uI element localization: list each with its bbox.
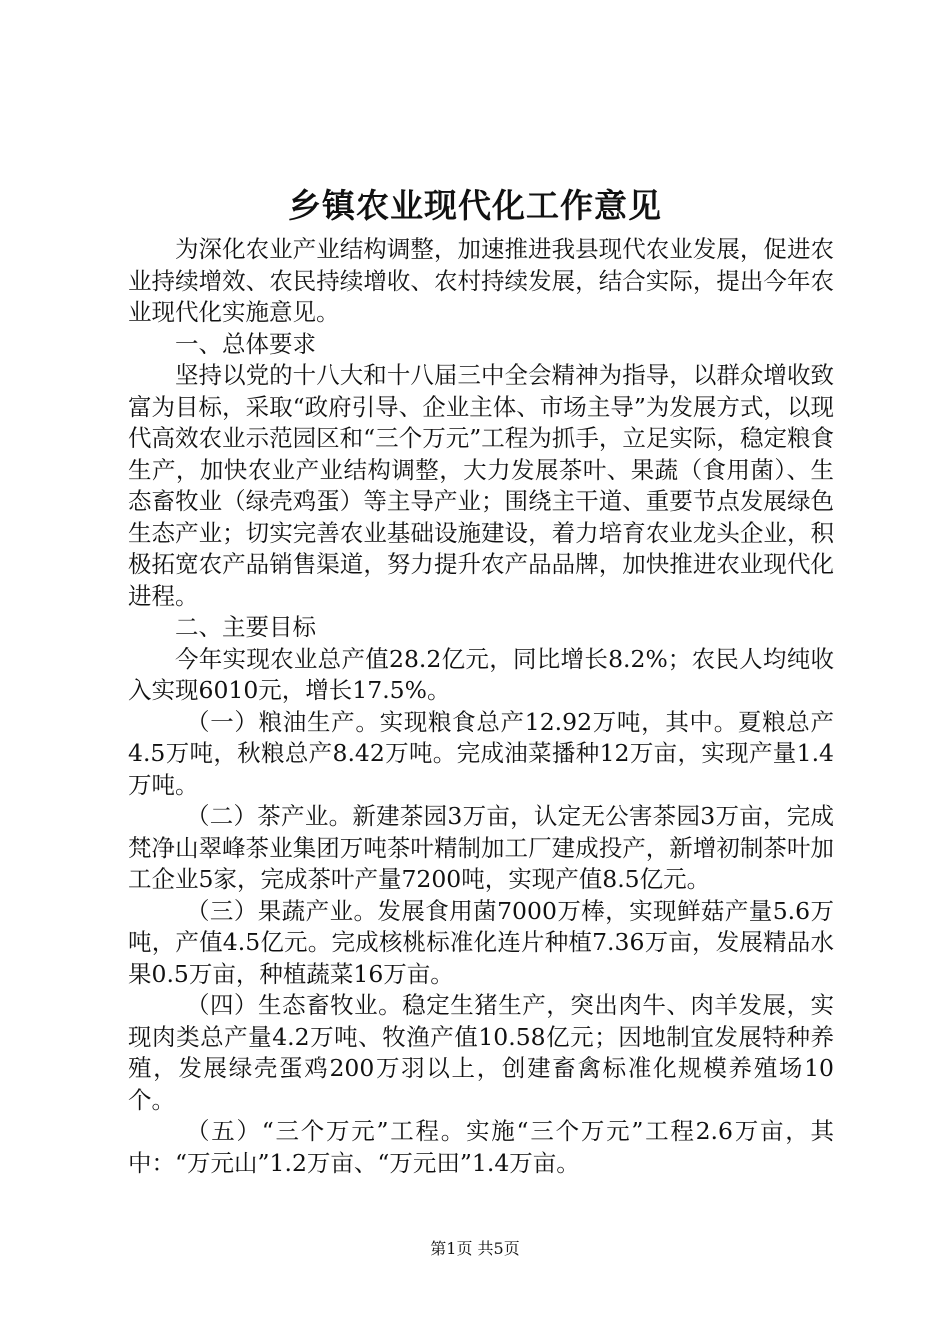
document-title: 乡镇农业现代化工作意见: [288, 186, 662, 225]
section-heading-main-goals: 二、主要目标: [175, 613, 316, 641]
intro-paragraph: 为深化农业产业结构调整，加速推进我县现代农业发展，促进农业持续增效、农民持续增收、农村持续发展，结合实际，提出今年农业现代化实施意见。: [128, 235, 834, 326]
section-heading-general-requirements: 一、总体要求: [175, 329, 316, 358]
page-footer: 第1页 共5页: [430, 1239, 520, 1258]
document-body: [128, 234, 834, 1179]
goal-item-livestock: （四）生态畜牧业。稳定生猪生产，突出肉牛、肉羊发展，实现肉类总产量4.2万吨、牧渔产值10.58亿元；因地制宜发展特种养殖，发展绿壳蛋鸡200万羽以上，创建畜禽标准化规模养殖场10个。: [128, 991, 834, 1114]
goal-item-fruit-vegetable: （三）果蔬产业。发展食用菌7000万棒，实现鲜菇产量5.6万吨，产值4.5亿元。完成核桃标准化连片种植7.36万亩，发展精品水果0.5万亩，种植蔬菜16万亩。: [128, 896, 834, 988]
general-requirements-paragraph: 坚持以党的十八大和十八届三中全会精神为指导，以群众增收致富为目标，采取“政府引导、企业主体、市场主导”为发展方式，以现代高效农业示范园区和“三个万元”工程为抓手，立足实际，稳定粮食生产，加快农业产业结构调整，大力发展茶叶、果蔬（食用菌）、生态畜牧业（绿壳鸡蛋）等主导产业；围绕主干道、重要节点发展绿色生态产业；切实完善农业基础设施建设，着力培育农业龙头企业，积极拓宽农产品销售渠道，努力提升农产品品牌，加快推进农业现代化进程。: [128, 361, 834, 610]
goal-item-three-wanyuan: （五）“三个万元”工程。实施“三个万元”工程2.6万亩，其中：“万元山”1.2万亩、“万元田”1.4万亩。: [128, 1117, 834, 1177]
main-goals-paragraph: 今年实现农业总产值28.2亿元，同比增长8.2%；农民人均纯收入实现6010元，增长17.5%。: [128, 644, 834, 704]
goal-item-grain-oil: （一）粮油生产。实现粮食总产12.92万吨，其中。夏粮总产4.5万吨，秋粮总产8.42万吨。完成油菜播种12万亩，实现产量1.4万吨。: [128, 707, 834, 799]
goal-item-tea: （二）茶产业。新建茶园3万亩，认定无公害茶园3万亩，完成梵净山翠峰茶业集团万吨茶叶精制加工厂建成投产，新增初制茶叶加工企业5家，完成茶叶产量7200吨，实现产值8.5亿元。: [128, 802, 834, 893]
